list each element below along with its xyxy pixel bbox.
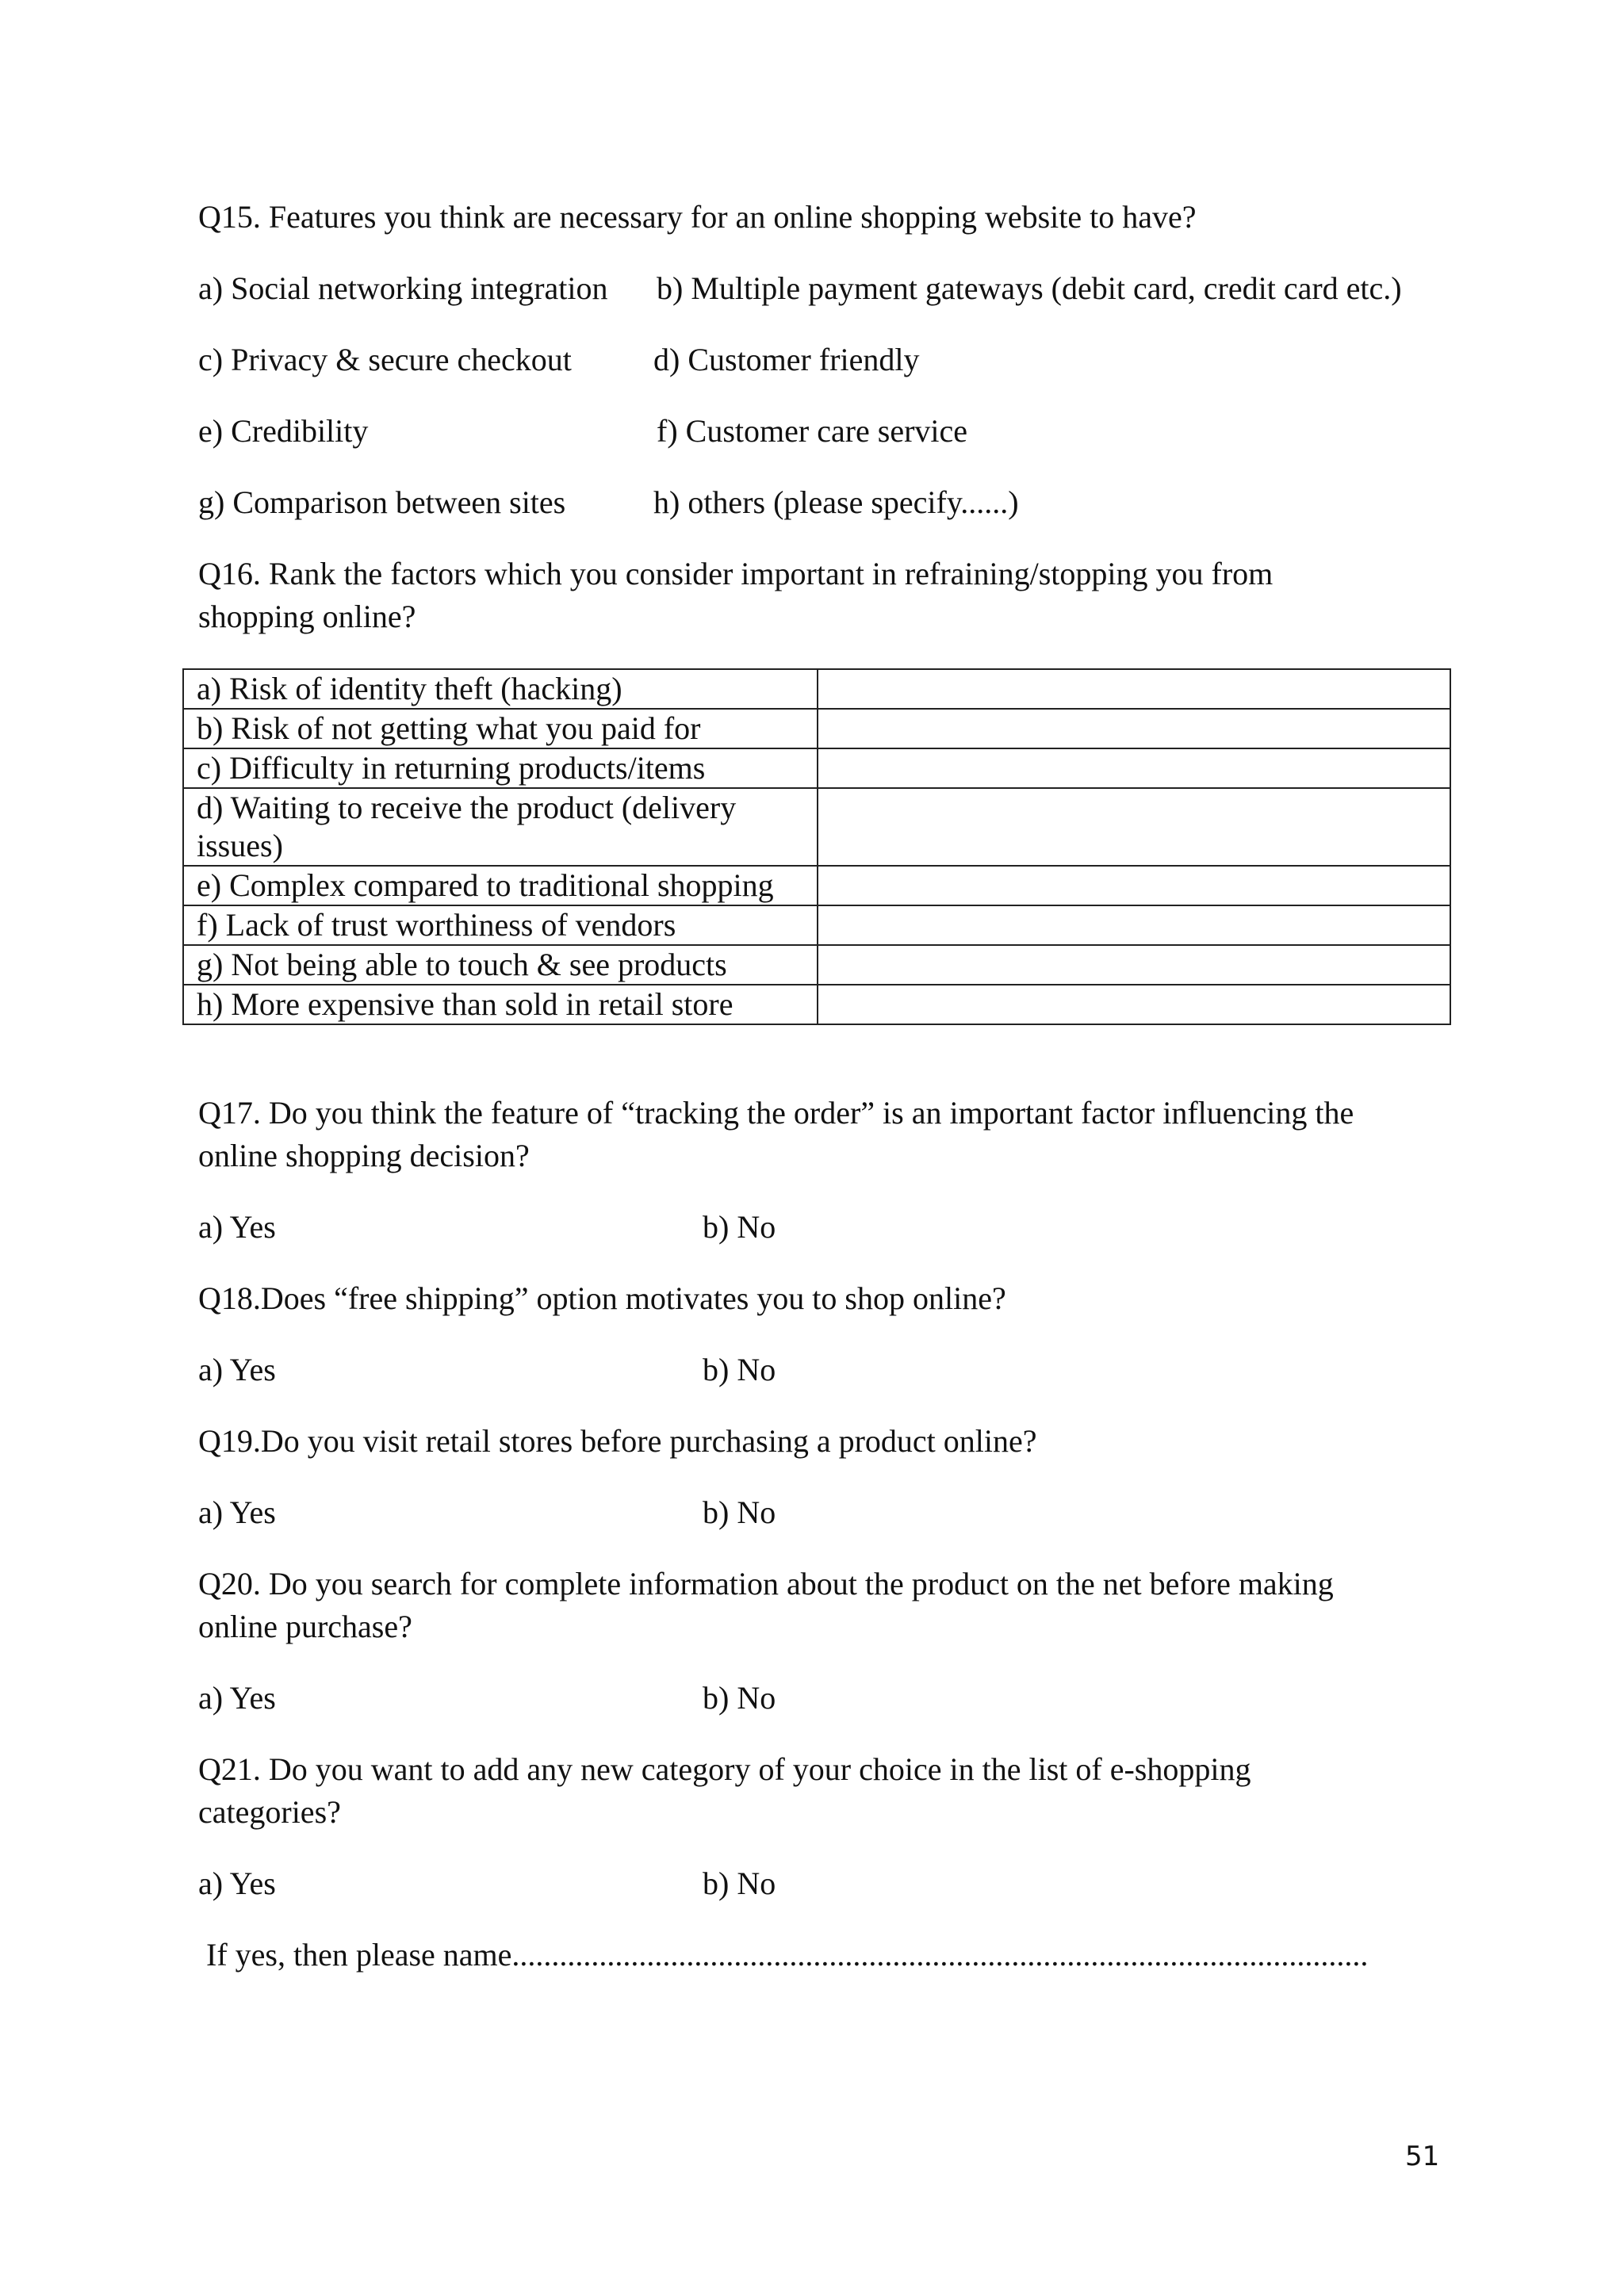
q21-question-line-2: categories? <box>198 1794 341 1830</box>
factor-cell: h) More expensive than sold in retail store <box>183 985 818 1024</box>
q15-options-row-4 <box>198 481 1019 524</box>
q20-question-line-2: online purchase? <box>198 1609 412 1644</box>
q15-options-row-3 <box>198 410 968 453</box>
q15-option-a: a) Social networking integration <box>198 270 608 306</box>
table-row <box>183 985 1450 1024</box>
factor-cell: d) Waiting to receive the product (delivery issues) <box>183 788 818 866</box>
q17-question-line-2: online shopping decision? <box>198 1138 530 1173</box>
q15-option-b: b) Multiple payment gateways (debit card, credit card etc.) <box>657 270 1402 306</box>
q15-options-row-1 <box>198 267 1402 310</box>
q18-option-no[interactable]: b) No <box>703 1352 776 1387</box>
factor-cell: f) Lack of trust worthiness of vendors <box>183 905 818 945</box>
table-row <box>183 748 1450 788</box>
q15-question: Q15. Features you think are necessary for an online shopping website to have? <box>198 199 1197 235</box>
table-row <box>183 709 1450 748</box>
factor-cell: g) Not being able to touch & see products <box>183 945 818 985</box>
q15-option-d: d) Customer friendly <box>653 342 920 377</box>
q21-question-line-1: Q21. Do you want to add any new category of your choice in the list of e-shopping <box>198 1751 1251 1787</box>
q21-options <box>198 1862 776 1905</box>
rank-cell[interactable] <box>818 748 1450 788</box>
q20-options <box>198 1677 776 1720</box>
q19-question: Q19.Do you visit retail stores before purchasing a product online? <box>198 1423 1037 1459</box>
q18-question: Q18.Does “free shipping” option motivates you to shop online? <box>198 1280 1006 1316</box>
q18-option-yes[interactable]: a) Yes <box>198 1352 276 1387</box>
rank-cell[interactable] <box>818 669 1450 709</box>
q16-question-line-1: Q16. Rank the factors which you consider important in refraining/stopping you from <box>198 556 1274 591</box>
q20-question-line-1: Q20. Do you search for complete information about the product on the net before making <box>198 1566 1334 1601</box>
table-row <box>183 945 1450 985</box>
q19-options <box>198 1491 776 1534</box>
rank-cell[interactable] <box>818 866 1450 905</box>
q15-option-f: f) Customer care service <box>657 413 968 449</box>
rank-cell[interactable] <box>818 788 1450 866</box>
q19-option-no[interactable]: b) No <box>703 1494 776 1530</box>
factor-cell: e) Complex compared to traditional shopping <box>183 866 818 905</box>
table-row <box>183 905 1450 945</box>
q16-rank-table <box>182 668 1451 1025</box>
rank-cell[interactable] <box>818 905 1450 945</box>
q21-followup-prompt[interactable]: If yes, then please name............................................................................................................ <box>206 1937 1369 1973</box>
q20-option-no[interactable]: b) No <box>703 1680 776 1716</box>
rank-cell[interactable] <box>818 945 1450 985</box>
q21-option-no[interactable]: b) No <box>703 1866 776 1901</box>
q15-option-e: e) Credibility <box>198 413 369 449</box>
q21-option-yes[interactable]: a) Yes <box>198 1866 276 1901</box>
factor-cell: b) Risk of not getting what you paid for <box>183 709 818 748</box>
table-row <box>183 866 1450 905</box>
q19-option-yes[interactable]: a) Yes <box>198 1494 276 1530</box>
rank-cell[interactable] <box>818 709 1450 748</box>
page-number: 51 <box>1405 2141 1440 2172</box>
q17-question-line-1: Q17. Do you think the feature of “tracking the order” is an important factor influencing the <box>198 1095 1354 1131</box>
q17-options <box>198 1206 776 1249</box>
q18-options <box>198 1349 776 1391</box>
factor-cell: a) Risk of identity theft (hacking) <box>183 669 818 709</box>
q15-option-c: c) Privacy & secure checkout <box>198 342 572 377</box>
q16-question-line-2: shopping online? <box>198 599 416 634</box>
q17-option-no[interactable]: b) No <box>703 1209 776 1245</box>
factor-cell: c) Difficulty in returning products/items <box>183 748 818 788</box>
q17-option-yes[interactable]: a) Yes <box>198 1209 276 1245</box>
q15-option-h: h) others (please specify......) <box>653 484 1019 520</box>
q15-option-g: g) Comparison between sites <box>198 484 566 520</box>
rank-cell[interactable] <box>818 985 1450 1024</box>
table-row <box>183 788 1450 866</box>
table-row <box>183 669 1450 709</box>
q15-options-row-2 <box>198 339 920 381</box>
q20-option-yes[interactable]: a) Yes <box>198 1680 276 1716</box>
